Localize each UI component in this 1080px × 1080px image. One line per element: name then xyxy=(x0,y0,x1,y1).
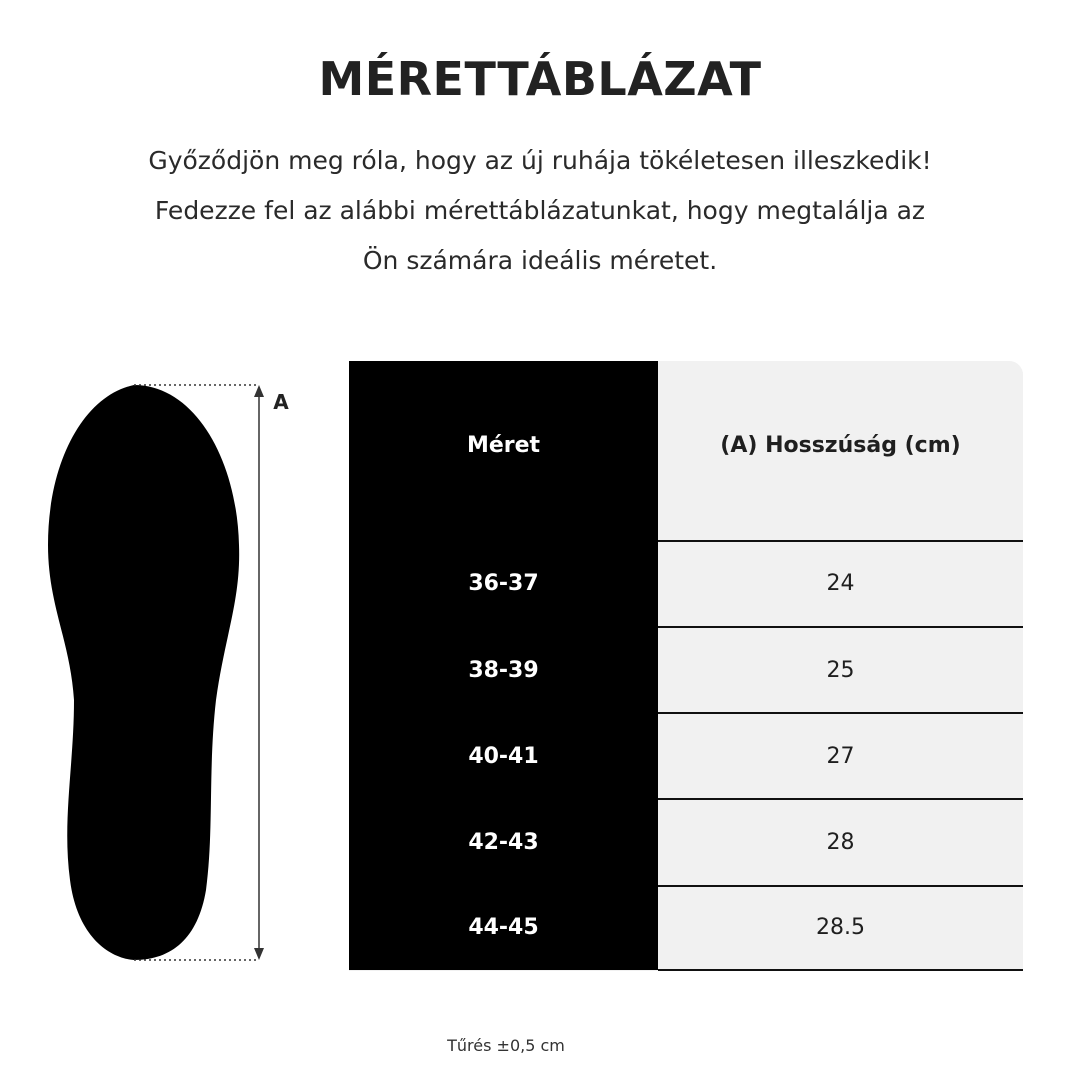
table-row xyxy=(349,886,1023,970)
size-cell: 36-37 xyxy=(349,541,658,627)
length-cell: 25 xyxy=(658,627,1023,713)
arrow-up-icon xyxy=(254,385,264,397)
page-description: Győződjön meg róla, hogy az új ruhája tökéletesen illeszkedik! Fedezze fel az alábbi mérettáblázatunkat, hogy megtalálja az Ön számára ideális méretet. xyxy=(148,146,932,275)
size-cell: 42-43 xyxy=(349,799,658,885)
table-row xyxy=(349,799,1023,885)
size-table xyxy=(349,361,1023,971)
table-row xyxy=(349,713,1023,799)
size-cell: 38-39 xyxy=(349,627,658,713)
arrow-down-icon xyxy=(254,948,264,960)
header-size: Méret xyxy=(349,361,658,541)
insole-figure xyxy=(30,370,310,970)
length-cell: 24 xyxy=(658,541,1023,627)
page-title: MÉRETTÁBLÁZAT xyxy=(318,52,762,106)
measure-label: A xyxy=(273,390,289,414)
length-cell: 28 xyxy=(658,799,1023,885)
size-cell: 44-45 xyxy=(349,886,658,970)
table-row xyxy=(349,541,1023,627)
table-row xyxy=(349,627,1023,713)
insole-silhouette-icon xyxy=(48,385,239,960)
table-header-row xyxy=(349,361,1023,541)
tolerance-note: Tűrés ±0,5 cm xyxy=(447,1036,565,1055)
header-length: (A) Hosszúság (cm) xyxy=(658,361,1023,541)
size-cell: 40-41 xyxy=(349,713,658,799)
length-cell: 27 xyxy=(658,713,1023,799)
length-cell: 28.5 xyxy=(658,886,1023,970)
